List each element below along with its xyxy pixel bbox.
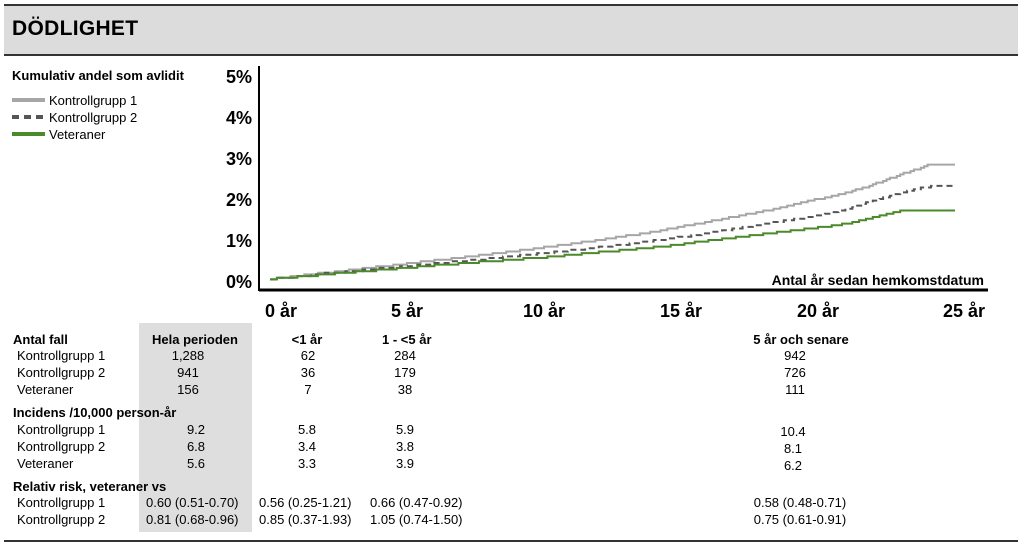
table-cell: 5.8	[297, 422, 317, 437]
y-axis-label: Kumulativ andel som avlidit	[12, 68, 184, 83]
y-tick-label: 5%	[225, 67, 252, 87]
page-title: DÖDLIGHET	[12, 17, 139, 40]
table-cell: 0.56 (0.25-1.21)	[259, 495, 352, 510]
table-cell: 0.75 (0.61-0.91)	[753, 512, 847, 527]
x-tick-label: 10 år	[522, 301, 566, 321]
legend-label: Veteraner	[49, 127, 106, 142]
x-tick-label: 0 år	[265, 301, 298, 321]
row-label: Kontrollgrupp 2	[17, 512, 106, 527]
x-axis-label: Antal år sedan hemkomstdatum	[771, 272, 984, 288]
table-cell: 0.58 (0.48-0.71)	[753, 495, 847, 510]
table-cell: 62	[300, 348, 316, 363]
table-cell: 5.6	[186, 456, 206, 471]
column-header: Hela perioden	[152, 332, 238, 347]
y-tick-label: 4%	[225, 108, 252, 128]
y-tick-label: 1%	[225, 231, 252, 251]
table-cell: 3.4	[297, 439, 317, 454]
table-cell: 10.4	[780, 424, 806, 439]
legend-label: Kontrollgrupp 1	[49, 93, 138, 108]
table-cell: 8.1	[783, 441, 803, 456]
table-cell: 3.8	[395, 439, 415, 454]
table-cell: 0.66 (0.47-0.92)	[370, 495, 463, 510]
column-header: 5 år och senare	[753, 332, 849, 347]
row-label: Veteraner	[17, 456, 74, 471]
table-cell: 941	[177, 365, 199, 380]
row-label: Kontrollgrupp 1	[17, 422, 106, 437]
column-header: 1 - <5 år	[382, 332, 432, 347]
table-cell: 942	[784, 348, 806, 363]
x-tick-label: 5 år	[390, 301, 424, 321]
table-cell: 726	[784, 365, 806, 380]
table-cell: 6.8	[186, 439, 206, 454]
series-line-2	[270, 186, 955, 280]
x-tick-label: 15 år	[659, 301, 703, 321]
table-cell: 0.60 (0.51-0.70)	[146, 495, 239, 510]
x-tick-label: 25 år	[942, 301, 985, 321]
table-cell: 111	[785, 382, 805, 397]
table-cell: 5.9	[395, 422, 415, 437]
table-cell: 7	[304, 382, 312, 397]
table-cell: 3.9	[395, 456, 415, 471]
row-label: Kontrollgrupp 1	[17, 495, 106, 510]
legend-label: Kontrollgrupp 2	[49, 110, 138, 125]
table-cell: 0.81 (0.68-0.96)	[146, 512, 239, 527]
bottom-rule	[4, 540, 1018, 542]
row-label: Kontrollgrupp 1	[17, 348, 106, 363]
y-tick-label: 2%	[225, 190, 252, 210]
y-tick-label: 3%	[225, 149, 252, 169]
section-title: Incidens /10,000 person-år	[13, 405, 177, 420]
section-title: Relativ risk, veteraner vs	[13, 479, 167, 494]
table-cell: 9.2	[186, 422, 206, 437]
column-header: <1 år	[291, 332, 323, 347]
table-cell: 3.3	[297, 456, 317, 471]
table-cell: 156	[177, 382, 199, 397]
row-label: Veteraner	[17, 382, 74, 397]
y-tick-label: 0%	[225, 272, 252, 292]
table-cell: 1.05 (0.74-1.50)	[370, 512, 463, 527]
row-label: Kontrollgrupp 2	[17, 365, 106, 380]
table-cell: 284	[394, 348, 416, 363]
table-cell: 0.85 (0.37-1.93)	[259, 512, 352, 527]
table-cell: 179	[394, 365, 416, 380]
x-tick-label: 20 år	[796, 301, 840, 321]
table-cell: 1,288	[171, 348, 205, 363]
section-title: Antal fall	[13, 332, 68, 347]
table-cell: 6.2	[783, 458, 803, 473]
table-cell: 36	[300, 365, 316, 380]
row-label: Kontrollgrupp 2	[17, 439, 106, 454]
table-cell: 38	[397, 382, 413, 397]
